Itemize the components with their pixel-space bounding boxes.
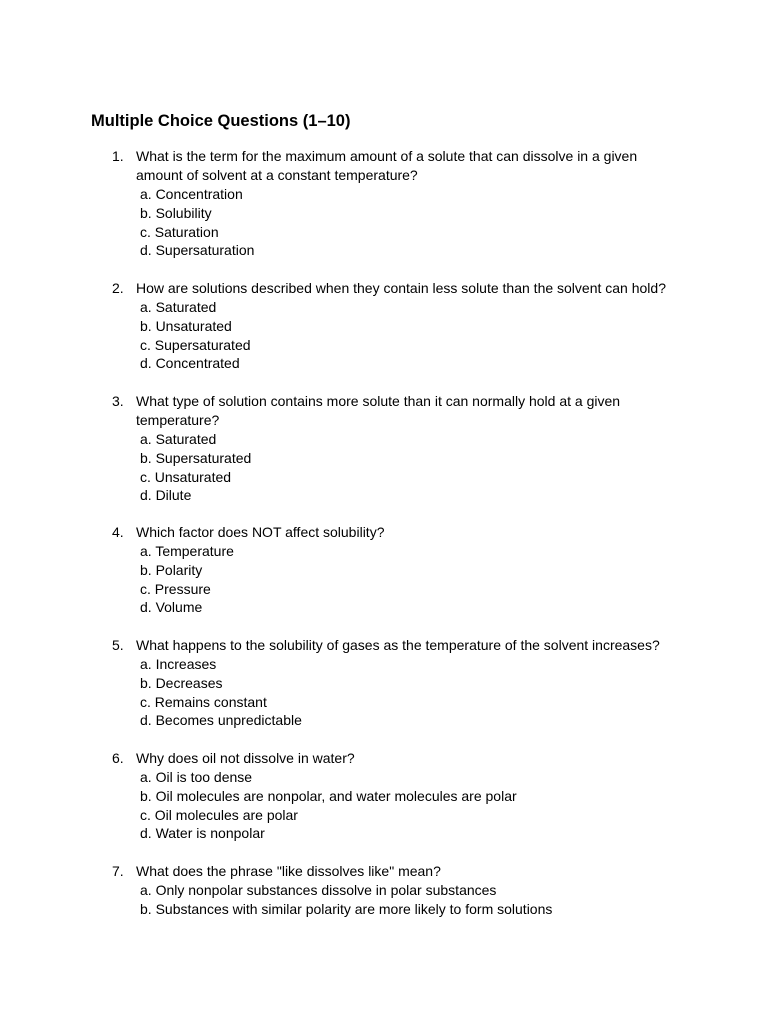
option-a: a. Only nonpolar substances dissolve in polar substances xyxy=(140,882,497,898)
option-b: b. Polarity xyxy=(140,561,203,578)
option-list xyxy=(140,768,517,843)
question-text: What happens to the solubility of gases as the temperature of the solvent increases? xyxy=(136,637,660,653)
option-a: a. Concentration xyxy=(140,186,243,202)
option-c: c. Supersaturated xyxy=(140,336,251,353)
question-text: Which factor does NOT affect solubility? xyxy=(136,524,385,540)
option-list xyxy=(140,298,251,373)
section-heading: Multiple Choice Questions (1–10) xyxy=(91,112,351,130)
option-list xyxy=(140,655,302,730)
option-b: b. Oil molecules are nonpolar, and water molecules are polar xyxy=(140,787,517,804)
question-text: Why does oil not dissolve in water? xyxy=(136,750,355,766)
question-text: What does the phrase "like dissolves like" mean? xyxy=(136,863,441,879)
option-c: c. Oil molecules are polar xyxy=(140,806,298,823)
option-b: b. Unsaturated xyxy=(140,317,232,334)
option-a: a. Increases xyxy=(140,656,217,672)
option-c: c. Pressure xyxy=(140,580,211,597)
question-text: How are solutions described when they contain less solute than the solvent can hold? xyxy=(136,280,666,296)
option-b: b. Solubility xyxy=(140,204,212,221)
option-a: a. Temperature xyxy=(140,543,234,559)
question-number: 2. xyxy=(112,280,124,296)
question-number: 6. xyxy=(112,750,124,766)
option-c: c. Saturation xyxy=(140,223,219,240)
option-b: b. Substances with similar polarity are more likely to form solutions xyxy=(140,900,553,917)
option-list xyxy=(140,185,254,260)
question-number: 7. xyxy=(112,863,124,879)
option-a: a. Saturated xyxy=(140,299,217,315)
question-number: 3. xyxy=(112,393,124,409)
option-d: d. Supersaturation xyxy=(140,242,255,259)
option-list xyxy=(140,430,251,505)
question-number: 1. xyxy=(112,148,124,164)
option-b: b. Supersaturated xyxy=(140,449,252,466)
option-a: a. Saturated xyxy=(140,431,217,447)
option-d: d. Water is nonpolar xyxy=(140,825,265,842)
option-d: d. Becomes unpredictable xyxy=(140,712,302,729)
question-number: 5. xyxy=(112,637,124,653)
option-list xyxy=(140,542,234,617)
option-d: d. Volume xyxy=(140,599,203,616)
question-text: What type of solution contains more solute than it can normally hold at a given temperature? xyxy=(136,393,621,428)
option-c: c. Remains constant xyxy=(140,693,267,710)
option-b: b. Decreases xyxy=(140,674,223,691)
option-d: d. Dilute xyxy=(140,487,192,504)
option-a: a. Oil is too dense xyxy=(140,769,253,785)
option-c: c. Unsaturated xyxy=(140,468,232,485)
question-text: What is the term for the maximum amount of a solute that can dissolve in a given amount of solvent at a constant temperature? xyxy=(136,148,638,183)
question-number: 4. xyxy=(112,524,124,540)
option-d: d. Concentrated xyxy=(140,355,240,372)
option-list xyxy=(140,881,552,919)
